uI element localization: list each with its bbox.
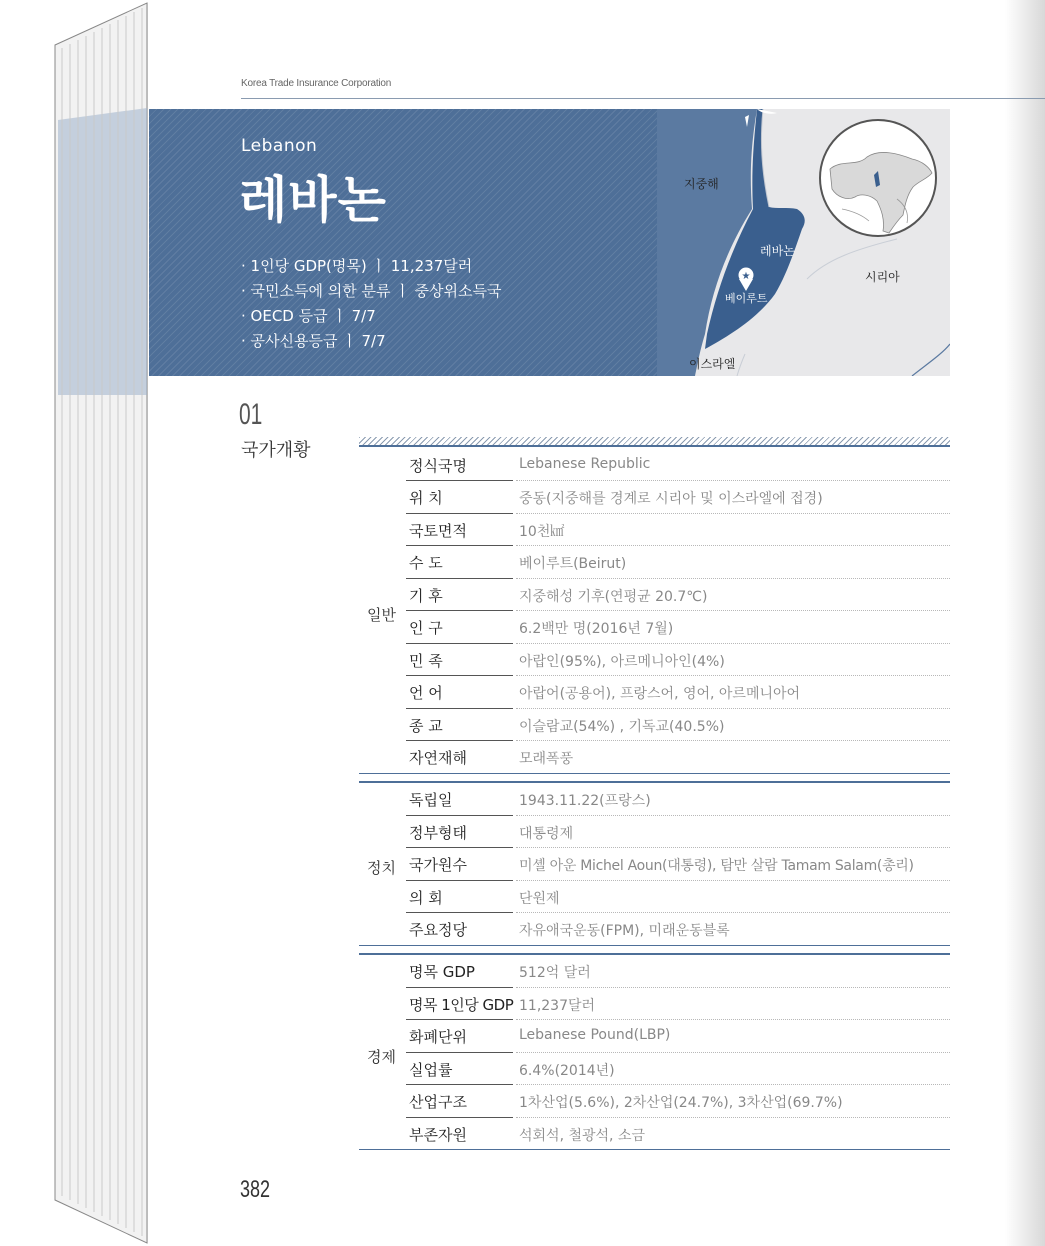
row-label: 정부형태: [409, 824, 467, 842]
row-divider: [406, 740, 513, 741]
row-divider: [516, 912, 950, 913]
row-label: 종 교: [409, 717, 443, 735]
row-divider: [516, 643, 950, 644]
row-value: 모래폭풍: [519, 751, 574, 767]
row-divider: [516, 675, 950, 676]
row-divider: [406, 513, 513, 514]
row-divider: [516, 480, 950, 481]
row-label: 위 치: [409, 489, 443, 507]
group-label-economy: 경제: [367, 1048, 396, 1066]
banner-stat-credit: · 공사신용등급 ㅣ 7/7: [241, 332, 386, 350]
map-label-syria: 시리아: [865, 270, 900, 284]
row-divider: [406, 643, 513, 644]
row-divider: [406, 578, 513, 579]
row-divider: [406, 815, 513, 816]
map-label-beirut: 베이루트: [725, 292, 768, 305]
row-label: 언 어: [409, 684, 443, 702]
row-label: 실업률: [409, 1061, 453, 1079]
row-label: 정식국명: [409, 457, 467, 475]
page-number: 382: [240, 1176, 271, 1203]
row-value: 10천㎢: [519, 524, 565, 540]
row-divider: [406, 675, 513, 676]
row-label: 주요정당: [409, 921, 467, 939]
row-divider: [516, 513, 950, 514]
map-label-lebanon: 레바논: [760, 244, 795, 258]
row-value: 1차산업(5.6%), 2차산업(24.7%), 3차산업(69.7%): [519, 1095, 843, 1111]
row-divider: [516, 1019, 950, 1020]
row-divider: [406, 880, 513, 881]
row-value: 단원제: [519, 891, 560, 907]
row-divider: [516, 847, 950, 848]
row-divider: [516, 987, 950, 988]
row-label: 자연재해: [409, 749, 467, 767]
table-bottom-rule: [359, 1149, 950, 1150]
row-value: 512억 달러: [519, 965, 591, 981]
row-value: 1943.11.22(프랑스): [519, 793, 651, 809]
book-stack-edge: [0, 0, 150, 1246]
row-divider: [516, 1052, 950, 1053]
row-label: 수 도: [409, 554, 443, 572]
row-divider: [406, 1019, 513, 1020]
country-name-en: Lebanon: [241, 136, 318, 156]
page-edge-shadow: [1005, 0, 1045, 1246]
row-divider: [516, 815, 950, 816]
row-label: 민 족: [409, 652, 443, 670]
row-label: 명목 GDP: [409, 963, 475, 981]
row-divider: [516, 740, 950, 741]
row-value: 중동(지중해를 경계로 시리아 및 이스라엘에 접경): [519, 491, 823, 507]
section-title: 국가개황: [241, 440, 311, 461]
row-divider: [406, 1052, 513, 1053]
running-head: Korea Trade Insurance Corporation: [241, 78, 392, 89]
row-value: 자유애국운동(FPM), 미래운동블록: [519, 923, 730, 939]
section-number: 01: [239, 398, 263, 431]
row-value: 아랍인(95%), 아르메니아인(4%): [519, 654, 725, 670]
row-label: 인 구: [409, 619, 443, 637]
row-value: 석회석, 철광석, 소금: [519, 1128, 645, 1144]
row-divider: [406, 987, 513, 988]
row-divider: [516, 1117, 950, 1118]
map-graphic: [657, 109, 950, 376]
running-head-rule: [241, 98, 1045, 99]
row-label: 산업구조: [409, 1093, 467, 1111]
row-value: 대통령제: [519, 826, 574, 842]
row-label: 국가원수: [409, 856, 467, 874]
row-value: 6.4%(2014년): [519, 1063, 615, 1079]
row-value: 지중해성 기후(연평균 20.7℃): [519, 589, 708, 605]
row-label: 기 후: [409, 587, 443, 605]
map-label-israel: 이스라엘: [689, 357, 736, 371]
row-label: 화폐단위: [409, 1028, 467, 1046]
row-divider: [516, 578, 950, 579]
row-divider: [406, 1084, 513, 1085]
row-divider: [406, 847, 513, 848]
group-divider: [359, 953, 950, 955]
row-value: 베이루트(Beirut): [519, 556, 627, 572]
group-label-politics: 정치: [367, 859, 396, 877]
group-divider: [359, 781, 950, 783]
banner-stat-gdp: · 1인당 GDP(명목) ㅣ 11,237달러: [241, 257, 473, 275]
country-name-ko: 레바논: [239, 171, 387, 229]
row-label: 국토면적: [409, 522, 467, 540]
row-divider: [406, 610, 513, 611]
row-label: 부존자원: [409, 1126, 467, 1144]
row-divider: [516, 545, 950, 546]
country-banner: [149, 109, 657, 376]
row-divider: [516, 1084, 950, 1085]
svg-text:★: ★: [741, 271, 751, 282]
map-label-sea: 지중해: [684, 177, 719, 191]
row-value: 6.2백만 명(2016년 7월): [519, 621, 674, 637]
country-map: [657, 109, 950, 376]
row-value: 이슬람교(54%) , 기독교(40.5%): [519, 719, 725, 735]
row-divider: [516, 880, 950, 881]
row-value: 미셸 아운 Michel Aoun(대통령), 탐만 살람 Tamam Salam(총리): [519, 858, 914, 874]
row-value: Lebanese Republic: [519, 456, 651, 472]
row-divider: [516, 610, 950, 611]
row-divider: [516, 708, 950, 709]
row-value: 아랍어(공용어), 프랑스어, 영어, 아르메니아어: [519, 686, 801, 702]
row-value: 11,237달러: [519, 998, 596, 1014]
row-value: Lebanese Pound(LBP): [519, 1027, 671, 1043]
row-label: 독립일: [409, 791, 453, 809]
row-divider: [406, 545, 513, 546]
row-divider: [406, 708, 513, 709]
row-divider: [406, 1117, 513, 1118]
group-divider: [359, 945, 950, 946]
row-divider: [406, 480, 513, 481]
group-label-general: 일반: [367, 606, 396, 624]
group-divider: [359, 773, 950, 774]
banner-stat-income-class: · 국민소득에 의한 분류 ㅣ 중상위소득국: [241, 282, 502, 300]
table-header-bar: [359, 437, 950, 447]
row-label: 명목 1인당 GDP: [409, 996, 514, 1014]
row-divider: [406, 912, 513, 913]
banner-stat-oecd: · OECD 등급 ㅣ 7/7: [241, 307, 376, 325]
row-label: 의 회: [409, 889, 443, 907]
